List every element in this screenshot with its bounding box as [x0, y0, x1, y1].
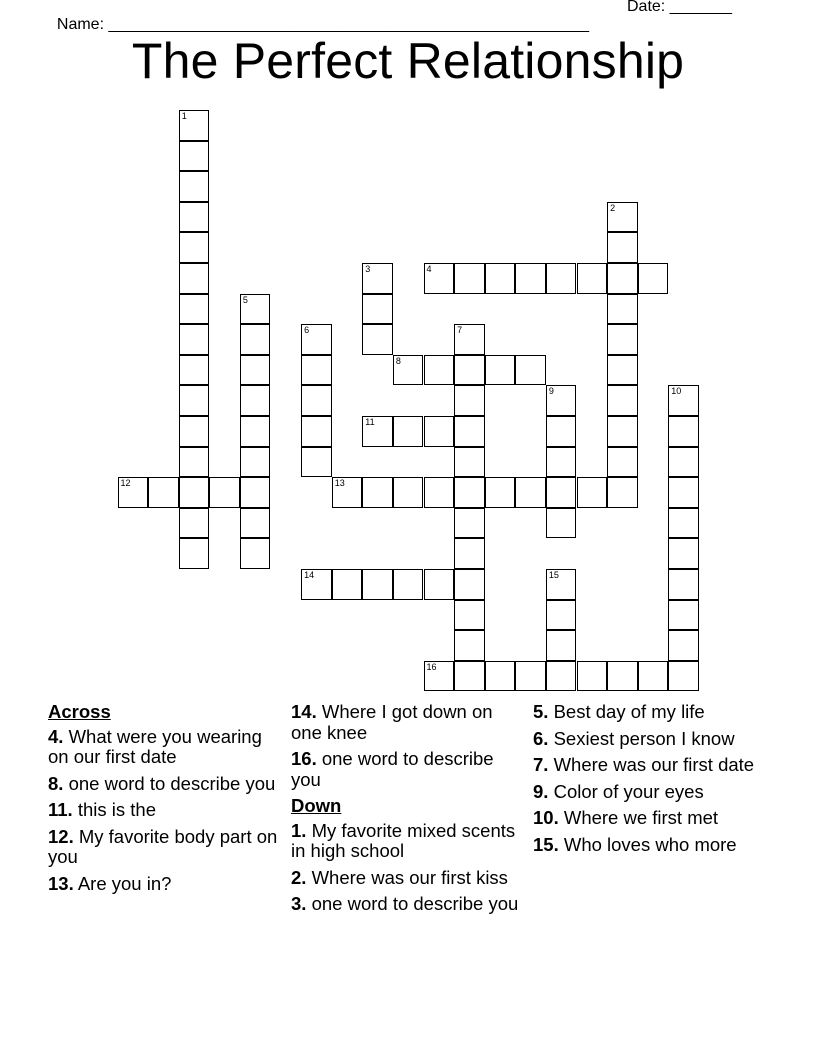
crossword-cell[interactable] — [546, 385, 577, 416]
clue-number: 6 — [304, 325, 310, 336]
crossword-cell[interactable] — [393, 477, 424, 508]
clue-number: 16. — [291, 748, 317, 769]
crossword-cell[interactable] — [301, 355, 332, 386]
crossword-cell[interactable] — [179, 477, 210, 508]
crossword-cell[interactable] — [179, 294, 210, 325]
crossword-cell[interactable] — [607, 202, 638, 233]
clue-number: 2. — [291, 866, 307, 888]
clue-number: 10. — [533, 807, 559, 828]
clue-number: 7. — [533, 754, 549, 775]
clue-number: 16 — [426, 661, 437, 672]
crossword-cell[interactable] — [424, 477, 455, 508]
crossword-cell[interactable] — [607, 477, 638, 508]
crossword-cell[interactable] — [362, 477, 393, 508]
crossword-cell[interactable] — [546, 630, 577, 661]
crossword-cell[interactable] — [362, 263, 393, 294]
crossword-cell[interactable] — [607, 447, 638, 478]
clue-item — [533, 808, 763, 829]
clue-text: Where was our first kiss — [306, 866, 508, 888]
crossword-cell[interactable] — [332, 569, 363, 600]
clue-number: 1 — [181, 111, 187, 121]
crossword-cell[interactable] — [668, 600, 699, 631]
clue-text: one word to describe you — [291, 748, 494, 790]
clue-number: 8. — [48, 772, 64, 794]
crossword-cell[interactable] — [179, 385, 210, 416]
crossword-cell[interactable] — [424, 661, 455, 692]
crossword-cell[interactable] — [240, 416, 271, 447]
crossword-cell[interactable] — [118, 477, 149, 508]
clue-number: 2 — [610, 202, 616, 213]
clue-text: My favorite mixed scents in high school — [291, 819, 516, 861]
crossword-cell[interactable] — [301, 324, 332, 355]
section-heading: Across — [48, 701, 111, 722]
crossword-cell[interactable] — [546, 569, 577, 600]
crossword-cell[interactable] — [546, 447, 577, 478]
clue-number: 3 — [365, 264, 371, 274]
crossword-cell[interactable] — [179, 141, 210, 172]
crossword-cell[interactable] — [638, 263, 669, 294]
crossword-cell[interactable] — [240, 508, 271, 539]
clue-text: this is the — [72, 799, 156, 820]
clue-column-2 — [291, 702, 521, 921]
crossword-cell[interactable] — [179, 232, 210, 263]
crossword-cell[interactable] — [515, 263, 546, 294]
clue-number: 15 — [548, 570, 559, 580]
section-heading: Down — [291, 795, 342, 816]
crossword-cell[interactable] — [332, 477, 363, 508]
crossword-cell[interactable] — [546, 263, 577, 294]
clue-number: 9. — [533, 780, 549, 802]
crossword-cell[interactable] — [668, 508, 699, 539]
crossword-cell[interactable] — [179, 263, 210, 294]
clue-item — [291, 868, 521, 889]
crossword-cell[interactable] — [454, 569, 485, 600]
crossword-cell[interactable] — [668, 569, 699, 600]
crossword-cell[interactable] — [668, 385, 699, 416]
clue-number: 14 — [304, 570, 315, 580]
crossword-cell[interactable] — [454, 508, 485, 539]
crossword-cell[interactable] — [424, 416, 455, 447]
crossword-cell[interactable] — [240, 538, 271, 569]
crossword-cell[interactable] — [179, 171, 210, 202]
clue-item — [48, 727, 280, 768]
crossword-cell[interactable] — [454, 661, 485, 692]
crossword-cell[interactable] — [546, 661, 577, 692]
crossword-cell[interactable] — [668, 447, 699, 478]
clue-text: one word to describe you — [63, 772, 276, 794]
crossword-cell[interactable] — [515, 477, 546, 508]
clue-item — [533, 702, 763, 723]
clue-number: 9 — [548, 386, 554, 397]
clue-number: 13. — [48, 872, 74, 894]
clue-number: 5 — [242, 294, 248, 305]
crossword-cell[interactable] — [362, 294, 393, 325]
clue-item — [533, 835, 763, 856]
clue-number: 14. — [291, 701, 317, 722]
crossword-cell[interactable] — [424, 569, 455, 600]
clue-column-1 — [48, 702, 280, 900]
clue-text: Who loves who more — [558, 833, 737, 855]
crossword-cell[interactable] — [179, 324, 210, 355]
crossword-cell[interactable] — [362, 416, 393, 447]
crossword-cell[interactable] — [301, 569, 332, 600]
date-field[interactable]: Date: _______ — [627, 0, 732, 15]
clue-text: Where I got down on one knee — [291, 701, 493, 743]
crossword-cell[interactable] — [454, 630, 485, 661]
crossword-cell[interactable] — [301, 416, 332, 447]
crossword-cell[interactable] — [393, 355, 424, 386]
crossword-cell[interactable] — [607, 294, 638, 325]
crossword-cell[interactable] — [485, 477, 516, 508]
crossword-cell[interactable] — [148, 477, 179, 508]
crossword-cell[interactable] — [607, 263, 638, 294]
crossword-cell[interactable] — [240, 294, 271, 325]
crossword-cell[interactable] — [546, 477, 577, 508]
crossword-cell[interactable] — [515, 355, 546, 386]
clue-number: 6. — [533, 727, 549, 749]
clue-item — [291, 894, 521, 915]
crossword-cell[interactable] — [393, 569, 424, 600]
crossword-cell[interactable] — [485, 263, 516, 294]
crossword-cell[interactable] — [607, 661, 638, 692]
crossword-cell[interactable] — [240, 385, 271, 416]
clue-number: 12. — [48, 825, 74, 847]
crossword-cell[interactable] — [454, 385, 485, 416]
clue-item — [48, 800, 280, 821]
clue-column-3 — [533, 702, 763, 861]
crossword-cell[interactable] — [607, 385, 638, 416]
crossword-cell[interactable] — [454, 477, 485, 508]
clue-number: 5. — [533, 701, 549, 722]
clue-text: Color of your eyes — [548, 780, 704, 802]
crossword-cell[interactable] — [668, 416, 699, 447]
crossword-cell[interactable] — [424, 263, 455, 294]
crossword-cell[interactable] — [179, 447, 210, 478]
crossword-cell[interactable] — [577, 263, 608, 294]
clue-item — [291, 702, 521, 743]
crossword-cell[interactable] — [607, 324, 638, 355]
crossword-cell[interactable] — [485, 355, 516, 386]
clue-item — [48, 874, 280, 895]
crossword-cell[interactable] — [607, 232, 638, 263]
crossword-cell[interactable] — [546, 416, 577, 447]
clue-number: 8 — [395, 355, 401, 366]
crossword-cell[interactable] — [668, 538, 699, 569]
name-field[interactable]: Name: ______________________________________________________ — [56, 16, 589, 33]
crossword-cell[interactable] — [515, 661, 546, 692]
crossword-cell[interactable] — [454, 538, 485, 569]
crossword-cell[interactable] — [362, 324, 393, 355]
clue-text: Best day of my life — [548, 701, 705, 722]
crossword-cell[interactable] — [454, 263, 485, 294]
crossword-cell[interactable] — [454, 355, 485, 386]
crossword-cell[interactable] — [240, 447, 271, 478]
clue-item — [48, 827, 280, 868]
crossword-cell[interactable] — [240, 477, 271, 508]
crossword-cell[interactable] — [179, 202, 210, 233]
clue-item — [291, 749, 521, 790]
crossword-cell[interactable] — [240, 324, 271, 355]
crossword-cell[interactable] — [668, 661, 699, 692]
clue-number: 12 — [120, 478, 131, 489]
crossword-cell[interactable] — [577, 661, 608, 692]
clue-number: 10 — [671, 386, 682, 397]
crossword-cell[interactable] — [362, 569, 393, 600]
crossword-cell[interactable] — [454, 447, 485, 478]
crossword-cell[interactable] — [546, 600, 577, 631]
clue-item — [533, 755, 763, 776]
crossword-cell[interactable] — [454, 416, 485, 447]
crossword-cell[interactable] — [301, 385, 332, 416]
crossword-cell[interactable] — [179, 538, 210, 569]
clue-number: 13 — [334, 478, 345, 489]
crossword-cell[interactable] — [668, 630, 699, 661]
clue-text: What were you wearing on our first date — [48, 725, 262, 767]
clue-text: Where we first met — [558, 807, 719, 828]
clue-number: 7 — [457, 325, 463, 336]
crossword-cell[interactable] — [179, 416, 210, 447]
crossword-cell[interactable] — [179, 110, 210, 141]
crossword-cell[interactable] — [240, 355, 271, 386]
crossword-cell[interactable] — [454, 324, 485, 355]
crossword-cell[interactable] — [485, 661, 516, 692]
crossword-cell[interactable] — [454, 600, 485, 631]
clue-text: one word to describe you — [306, 893, 519, 914]
clue-text: My favorite body part on you — [48, 825, 278, 867]
page-title: The Perfect Relationship — [131, 33, 685, 89]
crossword-cell[interactable] — [393, 416, 424, 447]
clue-number: 3. — [291, 893, 307, 914]
clue-text: Where was our first date — [548, 754, 755, 775]
crossword-cell[interactable] — [638, 661, 669, 692]
clue-text: Sexiest person I know — [548, 727, 735, 749]
clue-number: 4 — [426, 264, 432, 274]
clue-item — [533, 782, 763, 803]
clue-number: 1. — [291, 819, 307, 841]
clue-text: Are you in? — [73, 872, 172, 894]
clue-number: 11 — [365, 417, 375, 427]
crossword-cell[interactable] — [179, 508, 210, 539]
crossword-cell[interactable] — [546, 508, 577, 539]
clue-number: 15. — [533, 833, 559, 855]
crossword-cell[interactable] — [668, 477, 699, 508]
clue-item — [48, 774, 280, 795]
crossword-cell[interactable] — [577, 477, 608, 508]
crossword-cell[interactable] — [301, 447, 332, 478]
crossword-cell[interactable] — [607, 416, 638, 447]
crossword-cell[interactable] — [209, 477, 240, 508]
crossword-cell[interactable] — [424, 355, 455, 386]
clue-item — [291, 821, 521, 862]
clue-number: 11. — [48, 799, 73, 820]
clue-number: 4. — [48, 725, 64, 747]
crossword-cell[interactable] — [179, 355, 210, 386]
clue-item — [533, 729, 763, 750]
crossword-cell[interactable] — [607, 355, 638, 386]
